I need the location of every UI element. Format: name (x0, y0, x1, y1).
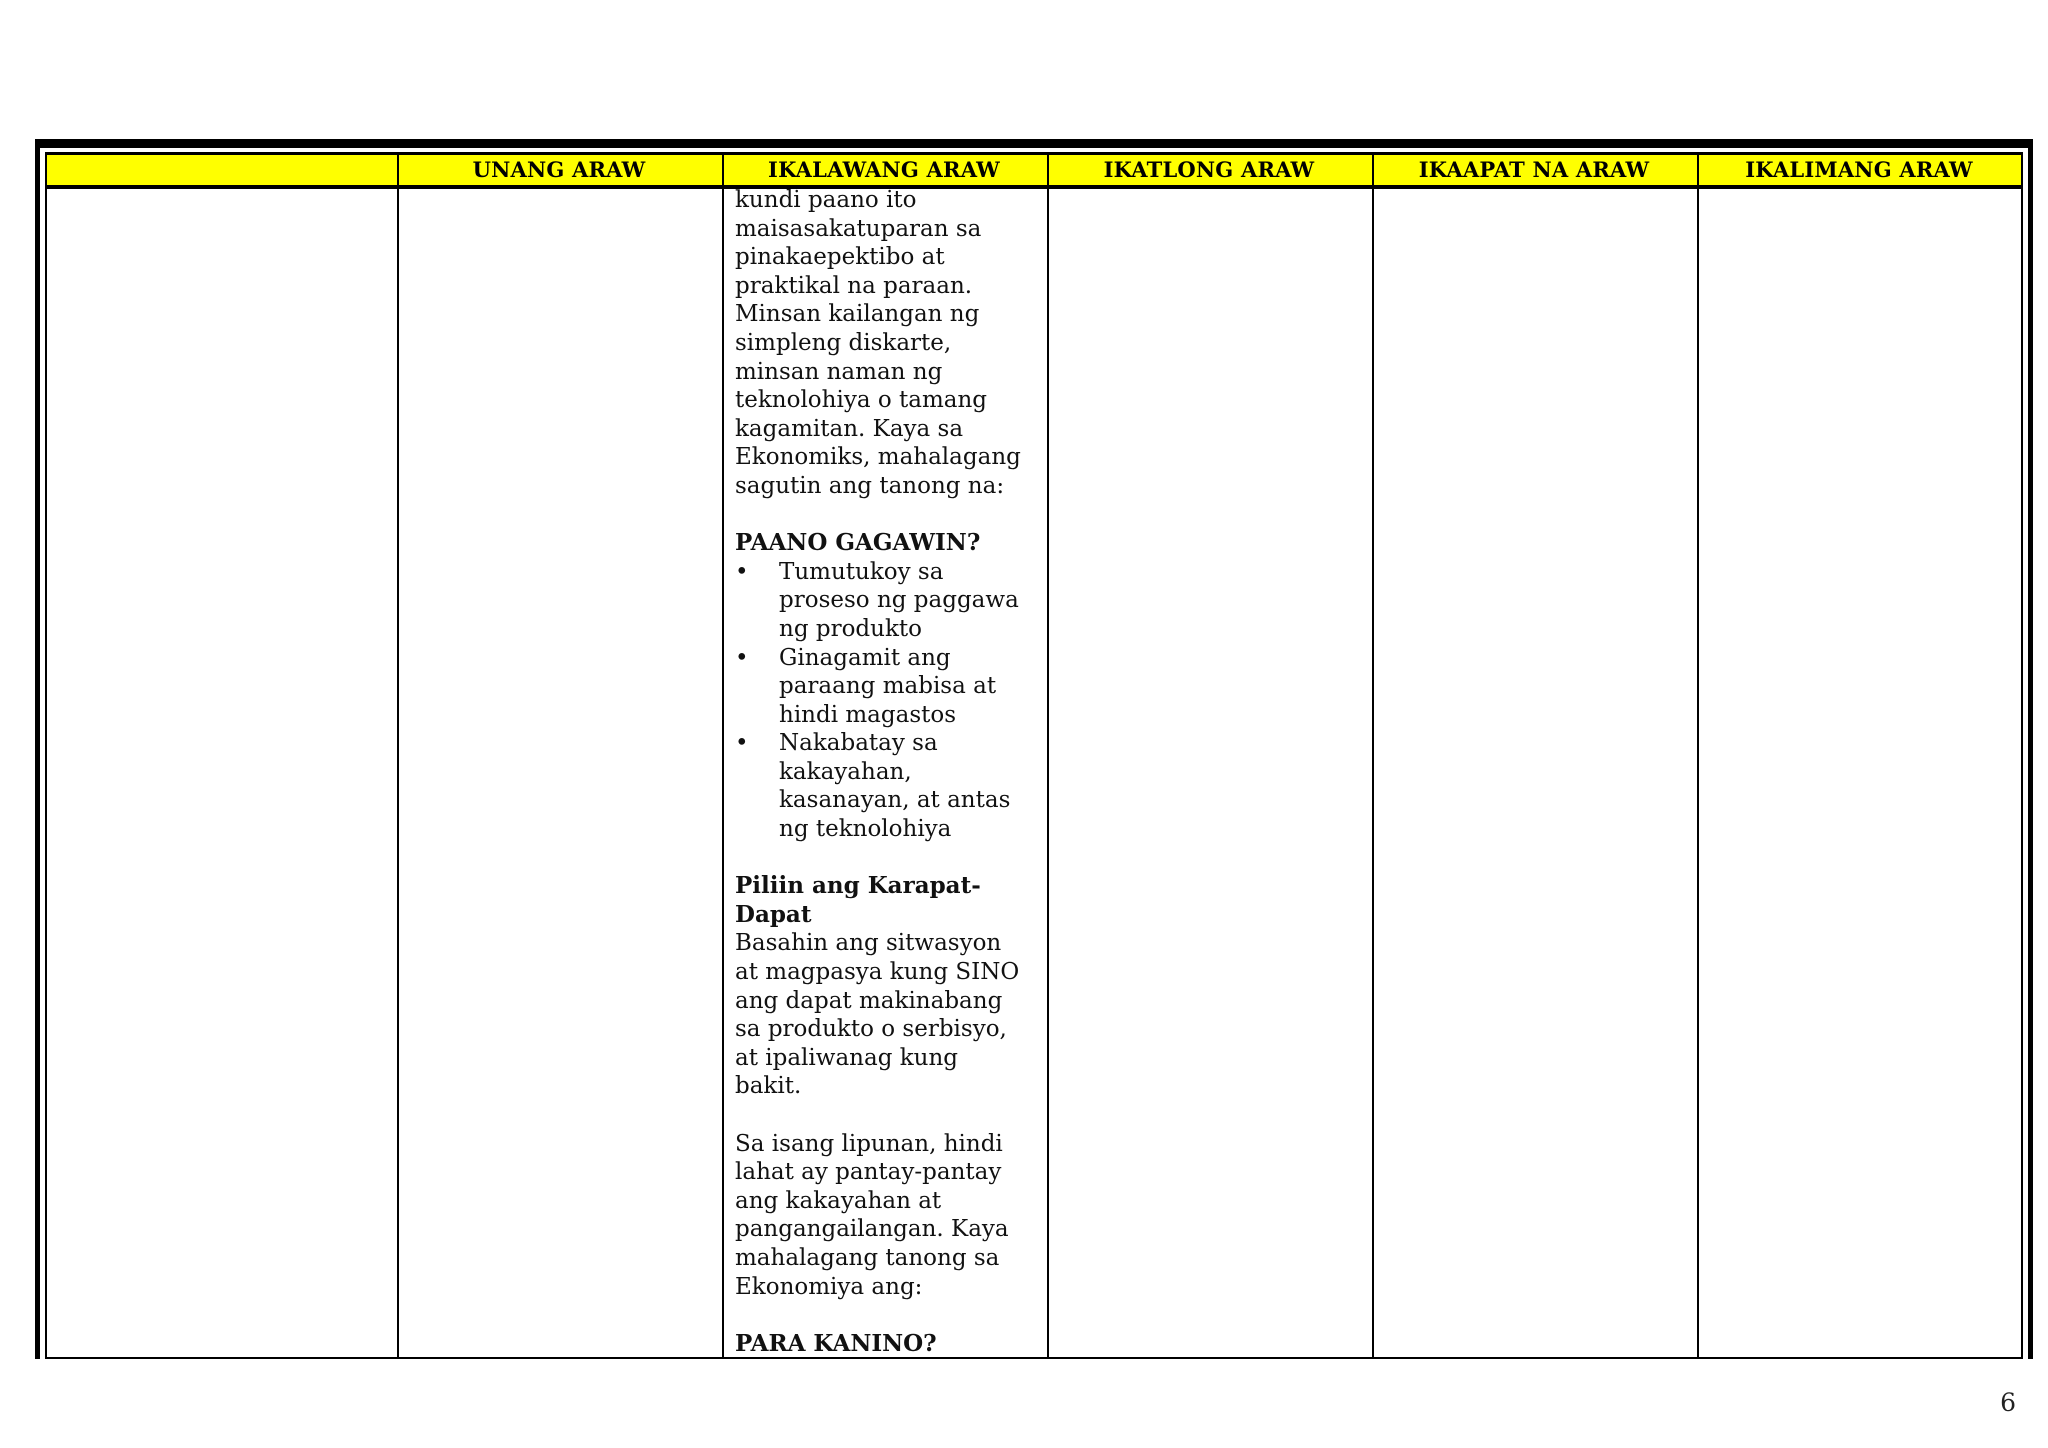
text-line: kasanayan, at antas (779, 787, 1011, 814)
bullet-icon: • (735, 730, 749, 757)
text-line: ang dapat makinabang (735, 987, 1003, 1014)
header-cell-ikalawang-araw: IKALAWANG ARAW (768, 157, 1000, 182)
text-line: mahalagang tanong sa (735, 1244, 1000, 1271)
text-line: ng teknolohiya (779, 816, 952, 843)
column-divider (1372, 152, 1374, 1359)
column-divider (722, 152, 724, 1359)
header-cell-unang-araw: UNANG ARAW (472, 157, 646, 182)
page-number: 6 (2000, 1388, 2016, 1417)
lipunan-paragraph (735, 1130, 1035, 1302)
bullet-list (735, 558, 1035, 844)
text-line: at ipaliwanag kung (735, 1044, 959, 1071)
heading-piliin-ang-karapat-dapat (735, 872, 1035, 929)
text-line: minsan naman ng (735, 358, 943, 385)
text-line: sagutin ang tanong na: (735, 472, 1005, 499)
column-divider (1697, 152, 1699, 1359)
header-cell-ikalimang-araw: IKALIMANG ARAW (1745, 157, 1973, 182)
text-line: hindi magastos (779, 701, 957, 728)
text-line: teknolohiya o tamang (735, 387, 988, 414)
text-line: Tumutukoy sa (779, 558, 944, 585)
text-line: kakayahan, (779, 758, 912, 785)
text-line: proseso ng paggawa (779, 587, 1019, 614)
text-line: kundi paano ito (735, 187, 917, 213)
text-line: simpleng diskarte, (735, 329, 952, 356)
text-line: lahat ay pantay-pantay (735, 1159, 1002, 1186)
text-line: paraang mabisa at (779, 673, 997, 700)
text-line: at magpasya kung SINO (735, 959, 1020, 986)
text-line: kagamitan. Kaya sa (735, 415, 964, 442)
text-line: Ginagamit ang (779, 644, 951, 671)
text-line: pangangailangan. Kaya (735, 1216, 1009, 1243)
bullet-icon: • (735, 558, 749, 585)
heading-paano-gagawin: PAANO GAGAWIN? (735, 529, 981, 557)
text-line: sa produkto o serbisyo, (735, 1016, 1007, 1043)
text-line: Basahin ang sitwasyon (735, 930, 1002, 957)
text-line: Ekonomiks, mahalagang (735, 444, 1021, 471)
text-line: ang kakayahan at (735, 1187, 942, 1214)
column-divider (1047, 152, 1049, 1359)
column-divider (397, 152, 399, 1359)
bullet-icon: • (735, 644, 749, 671)
list-item (735, 729, 1035, 843)
intro-paragraph (735, 186, 1035, 501)
text-line: pinakaepektibo at (735, 244, 945, 271)
text-line: bakit. (735, 1073, 802, 1100)
list-item (735, 644, 1035, 730)
heading-para-kanino: PARA KANINO? (735, 1329, 937, 1357)
text-line: Piliin ang Karapat- (735, 872, 981, 900)
header-cell-ikatlong-araw: IKATLONG ARAW (1103, 157, 1315, 182)
instruction-paragraph (735, 929, 1035, 1101)
text-line: Ekonomiya ang: (735, 1273, 923, 1300)
text-line: Minsan kailangan ng (735, 301, 980, 328)
text-line: Sa isang lipunan, hindi (735, 1130, 1003, 1157)
ikalawang-araw-cell (735, 186, 1035, 1358)
header-cell-blank (47, 155, 396, 185)
text-line: ng produkto (779, 615, 922, 642)
text-line: maisasakatuparan sa (735, 215, 982, 242)
list-item (735, 558, 1035, 644)
text-line: Dapat (735, 900, 812, 928)
text-line: Nakabatay sa (779, 730, 938, 757)
table-header-row (47, 155, 2021, 189)
header-cell-ikaapat-na-araw: IKAAPAT NA ARAW (1418, 157, 1650, 182)
text-line: praktikal na paraan. (735, 272, 973, 299)
